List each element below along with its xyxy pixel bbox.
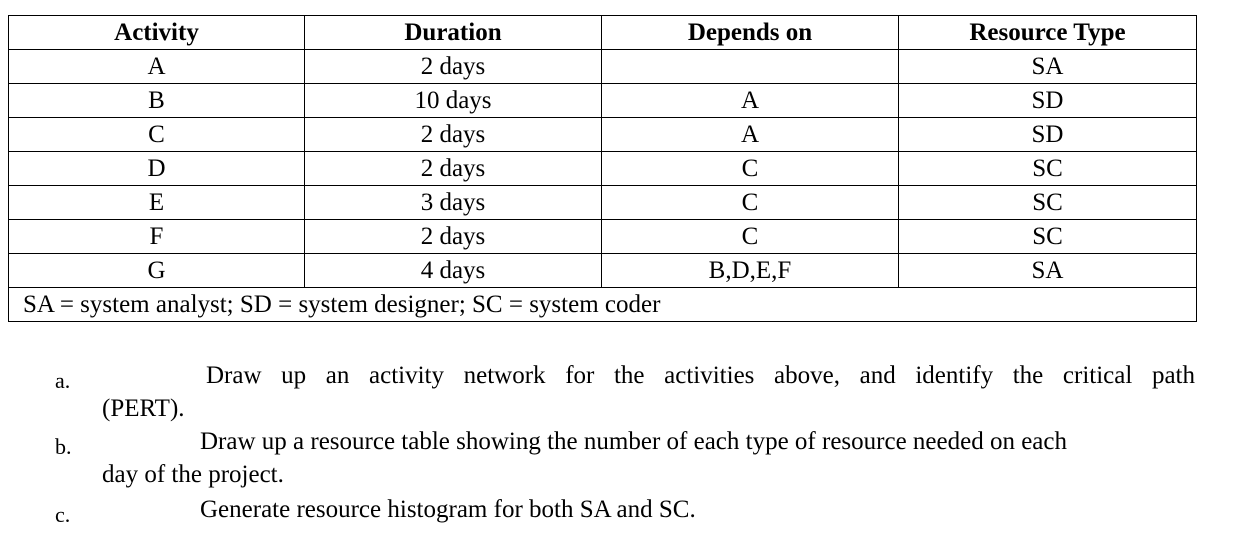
activity-table xyxy=(8,15,1197,322)
table-row xyxy=(9,186,1197,220)
task-text: Draw up an activity network for the activities above, and identify the critical path xyxy=(206,362,1195,389)
cell-resource: SA xyxy=(899,50,1197,84)
cell-resource: SD xyxy=(899,118,1197,152)
task-letter: a. xyxy=(55,368,71,393)
cell-duration: 4 days xyxy=(305,254,602,288)
cell-resource: SA xyxy=(899,254,1197,288)
cell-depends-on: C xyxy=(602,220,899,254)
cell-activity: C xyxy=(9,118,305,152)
cell-duration: 10 days xyxy=(305,84,602,118)
cell-duration: 2 days xyxy=(305,118,602,152)
cell-resource: SD xyxy=(899,84,1197,118)
cell-activity: G xyxy=(9,254,305,288)
table-header-row xyxy=(9,16,1197,50)
task-letter: c. xyxy=(55,502,71,527)
cell-depends-on: B,D,E,F xyxy=(602,254,899,288)
task-text-continued: (PERT). xyxy=(102,395,185,422)
cell-duration: 2 days xyxy=(305,152,602,186)
table-row xyxy=(9,84,1197,118)
header-duration: Duration xyxy=(305,16,602,50)
cell-depends-on: A xyxy=(602,118,899,152)
cell-depends-on xyxy=(602,50,899,84)
cell-duration: 2 days xyxy=(305,50,602,84)
cell-resource: SC xyxy=(899,220,1197,254)
task-text: Generate resource histogram for both SA and SC. xyxy=(200,496,696,523)
cell-activity: F xyxy=(9,220,305,254)
task-letter: b. xyxy=(55,434,72,459)
header-activity: Activity xyxy=(9,16,305,50)
cell-activity: B xyxy=(9,84,305,118)
cell-resource: SC xyxy=(899,152,1197,186)
legend-row xyxy=(9,288,1197,322)
table-row xyxy=(9,118,1197,152)
table-row xyxy=(9,254,1197,288)
cell-depends-on: A xyxy=(602,84,899,118)
cell-activity: D xyxy=(9,152,305,186)
task-text-continued: day of the project. xyxy=(102,461,284,488)
cell-depends-on: C xyxy=(602,152,899,186)
cell-activity: A xyxy=(9,50,305,84)
resource-legend: SA = system analyst; SD = system designer; SC = system coder xyxy=(9,288,1197,322)
cell-activity: E xyxy=(9,186,305,220)
cell-duration: 2 days xyxy=(305,220,602,254)
cell-depends-on: C xyxy=(602,186,899,220)
table-row xyxy=(9,220,1197,254)
table-row xyxy=(9,152,1197,186)
header-depends-on: Depends on xyxy=(602,16,899,50)
header-resource-type: Resource Type xyxy=(899,16,1197,50)
table-row xyxy=(9,50,1197,84)
task-text: Draw up a resource table showing the number of each type of resource needed on each xyxy=(200,428,1067,455)
cell-duration: 3 days xyxy=(305,186,602,220)
cell-resource: SC xyxy=(899,186,1197,220)
